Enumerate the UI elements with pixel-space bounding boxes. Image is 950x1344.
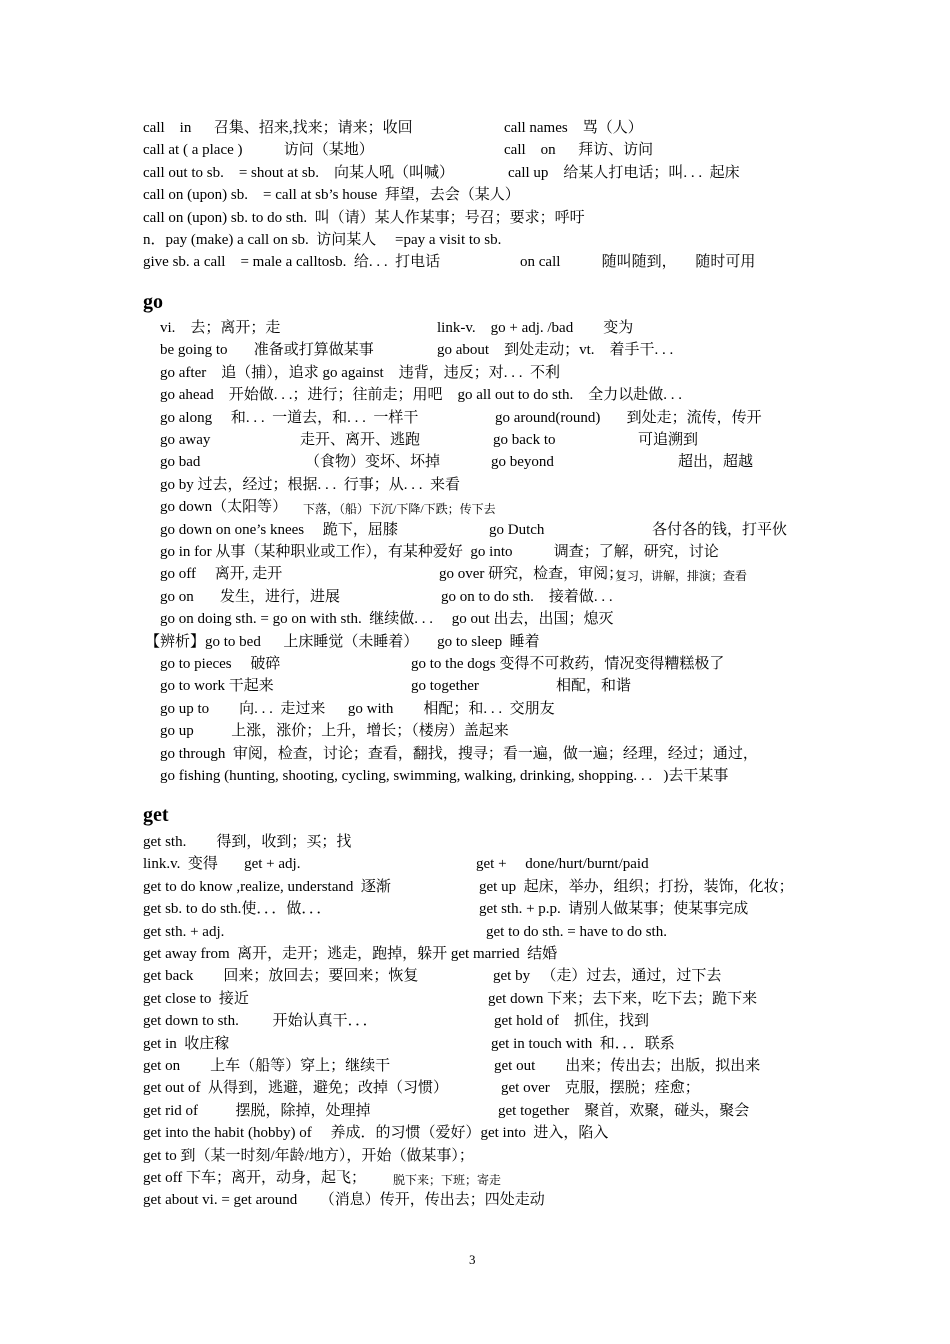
go-entry-text: go through 审阅，检查，讨论；查看，翻找，搜寻；看一遍，做一遍；经理，经过；通过， (160, 745, 758, 762)
go-entry-text: 超出，超越 (678, 454, 754, 471)
go-entry-text: go in for 从事（某种职业或工作），有某种爱好 go into 调查；了解，研究，讨论 (160, 544, 719, 560)
go-entry-text: go to pieces 破碎 (160, 656, 281, 672)
go-entry-text: （食物）变坏、坏掉 (305, 454, 441, 471)
get-entry-text: get sb. to do sth.使．．．做．．． (143, 901, 332, 918)
go-entry-text: go Dutch (489, 521, 545, 538)
get-entry-text: get to do sth. = have to do sth. (486, 923, 667, 940)
get-entry-text: get in touch with 和．．．联系 (491, 1035, 675, 1052)
call-entry-text: call on (upon) sb. to do sth. 叫（请）某人作某事；号召；要求；呼吁 (143, 209, 585, 226)
go-entry-text: 【辨析】go to bed 上床睡觉（未睡着） go to sleep 睡着 (145, 633, 540, 650)
get-entry-text: get sth. 得到，收到；买；找 (143, 834, 352, 850)
go-entry-text: go on doing sth. = go on with sth. 继续做. . . go out 出去，出国；熄灭 (160, 611, 614, 628)
call-entry-text: call in 召集、招来,找来；请来；收回 (143, 120, 413, 136)
go-entry-text: go after 追（捕），追求 go against 违背，违反；对. . . 不利 (160, 364, 560, 381)
get-entry-text: get on 上车（船等）穿上；继续干 (143, 1058, 391, 1074)
call-entry-text: call out to sb. = shout at sb. 向某人吼（叫喊） (143, 164, 454, 181)
get-entry-text: get together 聚首，欢聚，碰头，聚会 (498, 1102, 750, 1119)
go-entry-text: go away (160, 432, 211, 448)
get-entry-text: get away from 离开，走开；逃走，跑掉，躲开 get married 结婚 (143, 946, 558, 962)
go-entry-text: go on to do sth. 接着做. . . (441, 588, 613, 605)
go-entry-text: go ahead 开始做. . .；进行；往前走；用吧 go all out to do sth. 全力以赴做. . . (160, 387, 683, 404)
call-entry-text: give sb. a call = male a calltosb. 给. . . 打电话 (143, 254, 441, 271)
get-entry-text: 脱下来；下班；寄走 (393, 1173, 502, 1187)
go-entry-text: go to the dogs 变得不可救药，情况变得糟糕极了 (411, 656, 725, 672)
get-entry-text: get up 起床，举办，组织；打扮，装饰，化妆； (479, 878, 794, 895)
go-entry-text: go back to (493, 432, 556, 448)
call-entry-text: on call 随叫随到， 随时可用 (520, 254, 756, 271)
go-entry-text: go up to 向. . . 走过来 go with 相配；和. . . 交朋友 (160, 700, 555, 717)
get-entry-text: link.v. 变得 get + adj. (143, 856, 301, 873)
go-entry-text: go to work 干起来 (160, 678, 274, 695)
get-entry-text: get down to sth. 开始认真干．．． (143, 1013, 378, 1030)
go-entry-text: go off 离开, 走开 (160, 566, 283, 583)
go-entry-text: 走开、离开、逃跑 (300, 432, 421, 448)
go-entry-text: go about 到处走动；vt. 着手干. . . (437, 342, 674, 359)
go-entry-text: 可追溯到 (638, 432, 699, 448)
get-entry-text: get out 出来；传出去；出版，拟出来 (494, 1058, 761, 1074)
get-entry-text: get to 到（某一时刻/年龄/地方），开始（做某事）； (143, 1147, 474, 1164)
go-entry-text: link-v. go + adj. /bad 变为 (437, 320, 634, 336)
get-entry-text: get back 回来；放回去；要回来；恢复 (143, 968, 419, 985)
go-entry-text: go down on one’s knees 跪下，屈膝 (160, 521, 398, 538)
get-entry-text: get by （走）过去，通过，过下去 (493, 968, 722, 985)
call-entry-text: call names 骂（人） (504, 120, 643, 136)
call-entry-text: n．pay (make) a call on sb. 访问某人 =pay a visit to sb. (143, 232, 502, 248)
get-entry-text: get close to 接近 (143, 990, 249, 1007)
call-entry-text: call at ( a place ) 访问（某地） (143, 142, 374, 159)
get-entry-text: get + done/hurt/burnt/paid (476, 856, 649, 873)
go-entry-text: be going to 准备或打算做某事 (160, 342, 374, 359)
go-entry-text: go together (411, 678, 479, 695)
go-entry-text: 相配，和谐 (556, 678, 632, 695)
call-entry-text: call on 拜访、访问 (504, 142, 654, 159)
go-entry-text: go on 发生，进行，进展 (160, 588, 341, 605)
get-entry-text: get out of 从得到，逃避，避免；改掉（习惯） (143, 1080, 448, 1097)
go-entry-text: go around(round) 到处走；流传，传开 (495, 409, 762, 426)
go-entry-text: 各付各的钱，打平伙 (652, 521, 788, 538)
go-entry-text: go bad (160, 454, 201, 471)
go-entry-text: go fishing (hunting, shooting, cycling, swimming, walking, drinking, shopping. . . )去干某事 (160, 768, 729, 784)
get-entry-text: get into the habit (hobby) of 养成．的习惯（爱好）get into 进入，陷入 (143, 1125, 609, 1142)
call-entry-text: call up 给某人打电话；叫. . . 起床 (508, 164, 740, 181)
get-entry-text: get sth. + adj. (143, 923, 225, 940)
get-entry-text: get to do know ,realize, understand 逐渐 (143, 878, 391, 895)
get-entry-text: get sth. + p.p. 请别人做某事；使某事完成 (479, 901, 749, 918)
page-number: 3 (469, 1252, 476, 1267)
go-entry-text: go down（太阳等） (160, 499, 288, 516)
get-heading: get (143, 804, 169, 826)
go-entry-text: go by 过去，经过；根据. . . 行事；从. . . 来看 (160, 476, 461, 493)
go-heading: go (143, 291, 163, 313)
go-entry-text: go beyond (491, 454, 554, 471)
go-entry-text: go along 和. . . 一道去，和. . . 一样干 (160, 409, 419, 426)
get-entry-text: get in 收庄稼 (143, 1035, 230, 1052)
go-entry-text: go up 上涨，涨价；上升，增长；（楼房）盖起来 (160, 723, 509, 740)
go-entry-text: 下落，（船）下沉/下降/下跌；传下去 (303, 502, 496, 517)
go-entry-text: go over 研究，检查，审阅； (439, 566, 624, 583)
get-entry-text: get about vi. = get around （消息）传开，传出去；四处走动 (143, 1192, 545, 1209)
call-entry-text: call on (upon) sb. = call at sb’s house 拜望，去会（某人） (143, 187, 520, 204)
get-entry-text: get hold of 抓住，找到 (494, 1013, 649, 1030)
go-entry-text: 复习，讲解，排演；查看 (615, 569, 748, 584)
get-entry-text: get down 下来；去下来，吃下去；跪下来 (488, 990, 758, 1007)
get-entry-text: get off 下车；离开，动身，起飞； (143, 1170, 367, 1186)
go-entry-text: vi. 去；离开；走 (160, 320, 281, 336)
get-entry-text: get rid of 摆脱，除掉，处理掉 (143, 1102, 371, 1119)
get-entry-text: get over 克服，摆脱；痊愈； (501, 1080, 700, 1097)
